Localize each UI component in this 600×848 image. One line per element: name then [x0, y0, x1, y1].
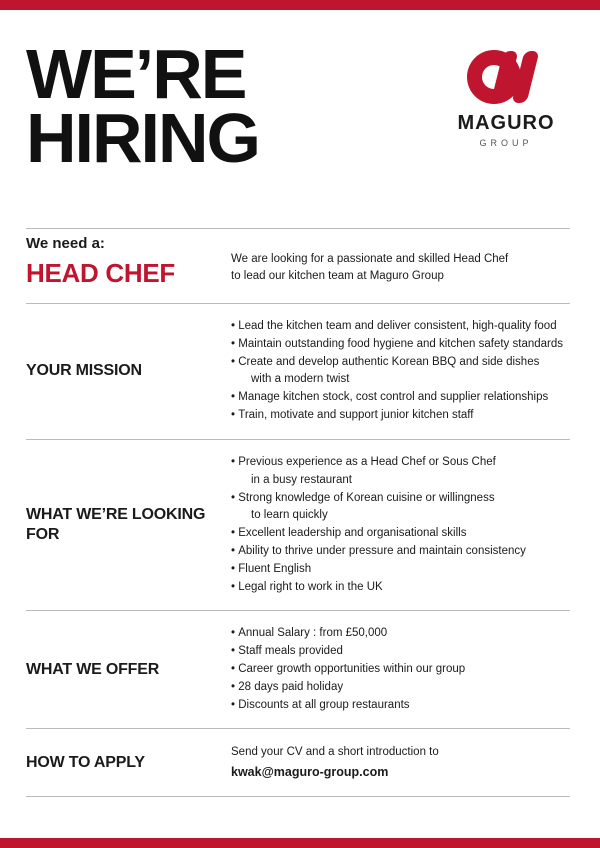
list-item: • 28 days paid holiday [231, 680, 344, 693]
role-intro-line-2: to lead our kitchen team at Maguro Group [231, 270, 444, 283]
maguro-logo-icon [467, 50, 545, 104]
list-item-subtext: to learn quickly [251, 509, 328, 522]
list-item-subtext: with a modern twist [251, 373, 350, 386]
section-body [231, 318, 570, 425]
divider [26, 796, 570, 797]
need-label: We need a: [26, 235, 105, 252]
section-title: YOUR MISSION [26, 362, 142, 380]
role-title: HEAD CHEF [26, 258, 175, 288]
list-item-text: Discounts at all group restaurants [238, 698, 410, 711]
list-item-text: Annual Salary : from £50,000 [238, 627, 388, 640]
list-item: • Train, motivate and support junior kitchen staff [231, 409, 474, 422]
list-item: • Career growth opportunities within our group [231, 663, 466, 675]
role-left [26, 235, 231, 289]
list-item-text: Strong knowledge of Korean cuisine or willingness [238, 491, 495, 504]
list-item-text: Lead the kitchen team and deliver consistent, high-quality food [238, 320, 557, 332]
list-item-text: Career growth opportunities within our group [238, 663, 466, 675]
brand-subtitle: GROUP [479, 138, 533, 148]
list-item: • Maintain outstanding food hygiene and kitchen safety standards [231, 337, 564, 350]
list-item-text: Manage kitchen stock, cost control and supplier relationships [238, 391, 549, 404]
poster-content [8, 10, 592, 838]
section-title: HOW TO APPLY [26, 753, 145, 771]
bottom-accent-bar [0, 838, 600, 848]
list-item: • Lead the kitchen team and deliver consistent, high-quality food [231, 320, 557, 332]
section-how-to-apply [26, 729, 570, 796]
role-block [26, 229, 570, 303]
list-item: • Ability to thrive under pressure and maintain consistency [231, 544, 526, 557]
list-item-text: Create and develop authentic Korean BBQ and side dishes [238, 355, 540, 368]
poster-header [26, 28, 570, 228]
list-item: • Previous experience as a Head Chef or Sous Chef in a busy restaurant [231, 454, 570, 490]
apply-instruction: Send your CV and a short introduction to [231, 746, 439, 759]
list-item: • Create and develop authentic Korean BBQ and side dishes with a modern twist [231, 354, 570, 390]
headline-line-2: HIRING [26, 99, 259, 178]
apply-email[interactable]: kwak@maguro-group.com [231, 764, 389, 779]
list-item-text: Maintain outstanding food hygiene and kitchen safety standards [238, 337, 564, 350]
brand-logo [446, 50, 566, 148]
list-item-text: Ability to thrive under pressure and maintain consistency [238, 544, 526, 557]
list-item: • Strong knowledge of Korean cuisine or willingness to learn quickly [231, 490, 570, 526]
list-item-text: Train, motivate and support junior kitchen staff [238, 409, 474, 422]
list-item-text: Staff meals provided [238, 645, 343, 658]
list-item-text: 28 days paid holiday [238, 680, 344, 693]
brand-name: MAGURO [457, 112, 555, 134]
list-item-text: Legal right to work in the UK [238, 580, 383, 593]
section-body [231, 625, 570, 714]
section-what-we-offer [26, 611, 570, 728]
role-intro-line-1: We are looking for a passionate and skilled Head Chef [231, 253, 509, 265]
section-title: WHAT WE’RE LOOKING FOR [26, 506, 206, 544]
list-item: • Legal right to work in the UK [231, 580, 383, 593]
list-item-text: Excellent leadership and organisational skills [238, 527, 467, 540]
list-item-text: Fluent English [238, 562, 312, 575]
list-item-subtext: in a busy restaurant [251, 473, 353, 486]
section-looking-for [26, 440, 570, 611]
section-your-mission [26, 304, 570, 439]
list-item: • Manage kitchen stock, cost control and supplier relationships [231, 391, 549, 404]
list-item: • Annual Salary : from £50,000 [231, 627, 388, 640]
list-item-text: Previous experience as a Head Chef or Sous Chef [238, 455, 496, 468]
headline-line-1: WE’RE [26, 35, 246, 113]
list-item: • Fluent English [231, 562, 312, 575]
list-item: • Staff meals provided [231, 645, 343, 658]
section-body [231, 454, 570, 597]
list-item: • Excellent leadership and organisational skills [231, 527, 467, 540]
role-intro [231, 235, 570, 289]
list-item: • Discounts at all group restaurants [231, 698, 410, 711]
section-title: WHAT WE OFFER [26, 660, 160, 678]
top-accent-bar [0, 0, 600, 10]
section-body [231, 743, 570, 782]
